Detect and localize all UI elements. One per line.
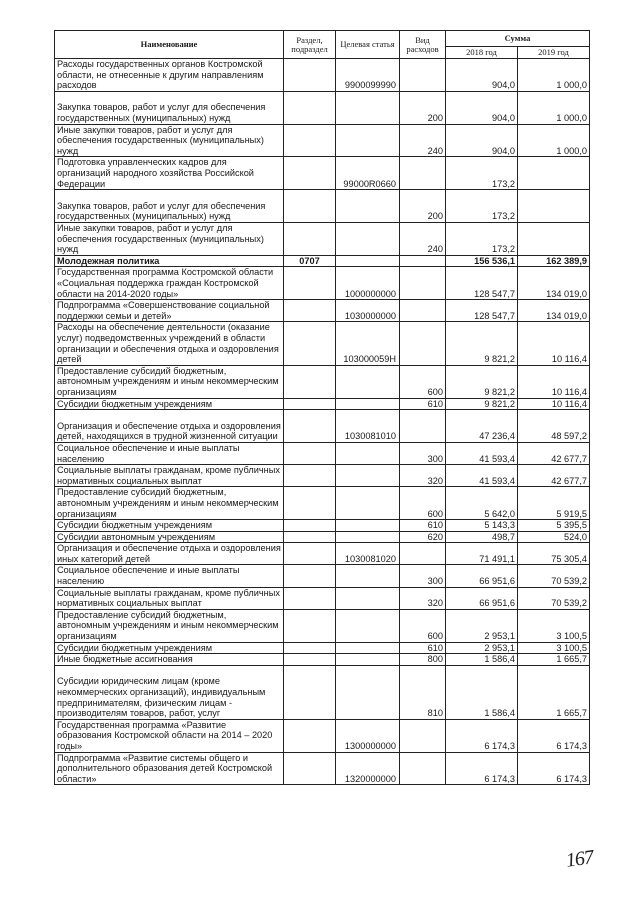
- cell-sec: [284, 124, 336, 157]
- cell-name: Предоставление субсидий бюджетным, автономным учреждениям и иным некоммерческим организациям: [55, 365, 284, 398]
- cell-v2019: 70 539,2: [518, 565, 590, 587]
- cell-sec: [284, 322, 336, 365]
- cell-sec: [284, 642, 336, 654]
- cell-type: 200: [400, 91, 446, 124]
- cell-v2019: 42 677,7: [518, 465, 590, 487]
- budget-sheet: [54, 30, 589, 785]
- cell-code: 1030081010: [336, 410, 400, 443]
- cell-v2018: 9 821,2: [446, 322, 518, 365]
- cell-sec: [284, 520, 336, 532]
- cell-sec: [284, 719, 336, 752]
- cell-v2019: 1 000,0: [518, 124, 590, 157]
- cell-type: 200: [400, 190, 446, 223]
- cell-v2018: 9 821,2: [446, 398, 518, 410]
- cell-name: Субсидии автономным учреждениям: [55, 531, 284, 543]
- budget-table: [54, 30, 590, 785]
- cell-name: Социальное обеспечение и иные выплаты населению: [55, 442, 284, 464]
- cell-code: 1030081020: [336, 543, 400, 565]
- cell-name: Субсидии бюджетным учреждениям: [55, 642, 284, 654]
- table-row: [55, 587, 590, 609]
- cell-code: 9900099990: [336, 59, 400, 92]
- table-row: [55, 255, 590, 267]
- cell-code: [336, 565, 400, 587]
- cell-v2018: 128 547,7: [446, 300, 518, 322]
- table-row: [55, 520, 590, 532]
- header-type: Вид расходов: [400, 31, 446, 59]
- table-row: [55, 190, 590, 223]
- cell-v2019: 10 116,4: [518, 365, 590, 398]
- cell-v2018: 1 586,4: [446, 665, 518, 719]
- table-row: [55, 267, 590, 300]
- table-body: [55, 59, 590, 785]
- cell-type: 240: [400, 124, 446, 157]
- cell-sec: [284, 398, 336, 410]
- cell-v2019: 75 305,4: [518, 543, 590, 565]
- cell-type: 600: [400, 609, 446, 642]
- cell-v2019: 1 665,7: [518, 654, 590, 666]
- cell-name: Подготовка управленческих кадров для организаций народного хозяйства Российской Федерации: [55, 157, 284, 190]
- cell-v2018: 9 821,2: [446, 365, 518, 398]
- cell-v2018: 498,7: [446, 531, 518, 543]
- cell-sec: [284, 91, 336, 124]
- cell-sec: [284, 267, 336, 300]
- cell-v2019: 134 019,0: [518, 267, 590, 300]
- cell-name: Иные закупки товаров, работ и услуг для обеспечения государственных (муниципальных) нужд: [55, 222, 284, 255]
- cell-code: [336, 465, 400, 487]
- table-row: [55, 609, 590, 642]
- cell-code: 103000059Н: [336, 322, 400, 365]
- cell-name: Подпрограмма «Развитие системы общего и дополнительного образования детей Костромской области»: [55, 752, 284, 785]
- cell-code: [336, 642, 400, 654]
- cell-type: 320: [400, 587, 446, 609]
- cell-type: 600: [400, 365, 446, 398]
- cell-v2019: 6 174,3: [518, 719, 590, 752]
- cell-v2018: 2 953,1: [446, 642, 518, 654]
- cell-code: [336, 124, 400, 157]
- cell-v2018: 173,2: [446, 222, 518, 255]
- cell-v2019: 162 389,9: [518, 255, 590, 267]
- cell-v2018: 6 174,3: [446, 719, 518, 752]
- cell-type: 610: [400, 520, 446, 532]
- cell-sec: [284, 222, 336, 255]
- cell-type: 800: [400, 654, 446, 666]
- cell-type: 600: [400, 487, 446, 520]
- cell-name: Субсидии юридическим лицам (кроме некоммерческих организаций), индивидуальным предпринимателям, физическим лицам - производителям товаров, работ, услуг: [55, 665, 284, 719]
- cell-v2018: 173,2: [446, 190, 518, 223]
- cell-name: Закупка товаров, работ и услуг для обеспечения государственных (муниципальных) нужд: [55, 91, 284, 124]
- cell-v2018: 41 593,4: [446, 442, 518, 464]
- cell-name: Иные бюджетные ассигнования: [55, 654, 284, 666]
- cell-v2018: 66 951,6: [446, 587, 518, 609]
- cell-code: 1000000000: [336, 267, 400, 300]
- cell-code: [336, 587, 400, 609]
- cell-v2018: 173,2: [446, 157, 518, 190]
- cell-type: [400, 410, 446, 443]
- cell-code: [336, 487, 400, 520]
- cell-type: 810: [400, 665, 446, 719]
- cell-type: 300: [400, 565, 446, 587]
- table-row: [55, 91, 590, 124]
- header-target: Целевая статья: [336, 31, 400, 59]
- cell-type: [400, 543, 446, 565]
- cell-type: 610: [400, 398, 446, 410]
- cell-v2019: 10 116,4: [518, 322, 590, 365]
- cell-sec: 0707: [284, 255, 336, 267]
- cell-v2019: 3 100,5: [518, 642, 590, 654]
- table-row: [55, 752, 590, 785]
- cell-v2018: 6 174,3: [446, 752, 518, 785]
- cell-sec: [284, 59, 336, 92]
- cell-sec: [284, 587, 336, 609]
- cell-name: Социальные выплаты гражданам, кроме публичных нормативных социальных выплат: [55, 587, 284, 609]
- cell-name: Предоставление субсидий бюджетным, автономным учреждениям и иным некоммерческим организациям: [55, 487, 284, 520]
- header-2018: 2018 год: [446, 47, 518, 59]
- cell-v2019: 70 539,2: [518, 587, 590, 609]
- cell-name: Расходы на обеспечение деятельности (оказание услуг) подведомственных учреждений в области организации и обеспечения отдыха и оздоровления детей: [55, 322, 284, 365]
- cell-name: Закупка товаров, работ и услуг для обеспечения государственных (муниципальных) нужд: [55, 190, 284, 223]
- cell-code: 99000R0660: [336, 157, 400, 190]
- cell-type: 240: [400, 222, 446, 255]
- cell-v2019: 6 174,3: [518, 752, 590, 785]
- cell-v2018: 66 951,6: [446, 565, 518, 587]
- cell-code: [336, 222, 400, 255]
- cell-code: [336, 91, 400, 124]
- cell-sec: [284, 157, 336, 190]
- cell-code: [336, 654, 400, 666]
- cell-v2019: 1 000,0: [518, 59, 590, 92]
- cell-v2019: 42 677,7: [518, 442, 590, 464]
- cell-v2018: 47 236,4: [446, 410, 518, 443]
- cell-type: [400, 719, 446, 752]
- cell-type: 320: [400, 465, 446, 487]
- cell-v2019: [518, 157, 590, 190]
- cell-v2019: [518, 190, 590, 223]
- cell-type: [400, 267, 446, 300]
- table-row: [55, 124, 590, 157]
- cell-v2019: 48 597,2: [518, 410, 590, 443]
- cell-code: [336, 190, 400, 223]
- table-row: [55, 465, 590, 487]
- cell-name: Государственная программа Костромской области «Социальная поддержка граждан Костромской области на 2014-2020 годы»: [55, 267, 284, 300]
- cell-v2018: 2 953,1: [446, 609, 518, 642]
- cell-v2019: 1 000,0: [518, 91, 590, 124]
- cell-sec: [284, 465, 336, 487]
- cell-sec: [284, 442, 336, 464]
- cell-code: [336, 365, 400, 398]
- cell-v2018: 904,0: [446, 124, 518, 157]
- cell-v2018: 5 642,0: [446, 487, 518, 520]
- cell-v2019: 1 665,7: [518, 665, 590, 719]
- cell-v2019: [518, 222, 590, 255]
- cell-sec: [284, 410, 336, 443]
- cell-type: [400, 752, 446, 785]
- cell-v2019: 10 116,4: [518, 398, 590, 410]
- cell-name: Подпрограмма «Совершенствование социальной поддержки семьи и детей»: [55, 300, 284, 322]
- cell-name: Иные закупки товаров, работ и услуг для обеспечения государственных (муниципальных) нужд: [55, 124, 284, 157]
- cell-v2018: 904,0: [446, 91, 518, 124]
- cell-v2018: 41 593,4: [446, 465, 518, 487]
- cell-code: 1300000000: [336, 719, 400, 752]
- cell-sec: [284, 365, 336, 398]
- cell-code: [336, 255, 400, 267]
- table-row: [55, 157, 590, 190]
- cell-code: [336, 531, 400, 543]
- cell-v2018: 904,0: [446, 59, 518, 92]
- header-name: Наименование: [55, 31, 284, 59]
- table-row: [55, 322, 590, 365]
- cell-type: [400, 300, 446, 322]
- cell-name: Организация и обеспечение отдыха и оздоровления иных категорий детей: [55, 543, 284, 565]
- cell-code: 1320000000: [336, 752, 400, 785]
- cell-code: [336, 442, 400, 464]
- cell-v2018: 1 586,4: [446, 654, 518, 666]
- page-number: 167: [564, 846, 595, 872]
- table-row: [55, 487, 590, 520]
- cell-type: 620: [400, 531, 446, 543]
- header-sum: Сумма: [446, 31, 590, 47]
- cell-name: Предоставление субсидий бюджетным, автономным учреждениям и иным некоммерческим организациям: [55, 609, 284, 642]
- cell-v2018: 71 491,1: [446, 543, 518, 565]
- cell-v2018: 5 143,3: [446, 520, 518, 532]
- cell-type: [400, 59, 446, 92]
- cell-sec: [284, 531, 336, 543]
- table-row: [55, 543, 590, 565]
- table-row: [55, 719, 590, 752]
- table-row: [55, 565, 590, 587]
- cell-sec: [284, 565, 336, 587]
- table-row: [55, 300, 590, 322]
- cell-sec: [284, 300, 336, 322]
- cell-code: [336, 520, 400, 532]
- cell-name: Молодежная политика: [55, 255, 284, 267]
- cell-v2018: 156 536,1: [446, 255, 518, 267]
- cell-sec: [284, 609, 336, 642]
- cell-v2018: 128 547,7: [446, 267, 518, 300]
- table-row: [55, 531, 590, 543]
- cell-sec: [284, 665, 336, 719]
- table-row: [55, 222, 590, 255]
- table-row: [55, 59, 590, 92]
- cell-type: [400, 322, 446, 365]
- table-row: [55, 410, 590, 443]
- cell-code: [336, 609, 400, 642]
- cell-type: [400, 157, 446, 190]
- cell-name: Социальное обеспечение и иные выплаты населению: [55, 565, 284, 587]
- cell-name: Расходы государственных органов Костромской области, не отнесенные к другим направлениям расходов: [55, 59, 284, 92]
- table-row: [55, 398, 590, 410]
- cell-code: 1030000000: [336, 300, 400, 322]
- header-2019: 2019 год: [518, 47, 590, 59]
- cell-name: Субсидии бюджетным учреждениям: [55, 520, 284, 532]
- cell-sec: [284, 543, 336, 565]
- cell-type: [400, 255, 446, 267]
- cell-v2019: 134 019,0: [518, 300, 590, 322]
- cell-name: Государственная программа «Развитие образования Костромской области на 2014 – 2020 годы»: [55, 719, 284, 752]
- cell-v2019: 5 919,5: [518, 487, 590, 520]
- cell-type: 610: [400, 642, 446, 654]
- cell-v2019: 3 100,5: [518, 609, 590, 642]
- cell-name: Организация и обеспечение отдыха и оздоровления детей, находящихся в трудной жизненной ситуации: [55, 410, 284, 443]
- table-row: [55, 654, 590, 666]
- cell-name: Социальные выплаты гражданам, кроме публичных нормативных социальных выплат: [55, 465, 284, 487]
- cell-sec: [284, 487, 336, 520]
- cell-sec: [284, 190, 336, 223]
- cell-sec: [284, 654, 336, 666]
- table-row: [55, 665, 590, 719]
- cell-code: [336, 665, 400, 719]
- cell-v2019: 5 395,5: [518, 520, 590, 532]
- table-row: [55, 442, 590, 464]
- table-row: [55, 642, 590, 654]
- cell-type: 300: [400, 442, 446, 464]
- table-row: [55, 365, 590, 398]
- cell-sec: [284, 752, 336, 785]
- header-section: Раздел, подраздел: [284, 31, 336, 59]
- cell-code: [336, 398, 400, 410]
- cell-v2019: 524,0: [518, 531, 590, 543]
- cell-name: Субсидии бюджетным учреждениям: [55, 398, 284, 410]
